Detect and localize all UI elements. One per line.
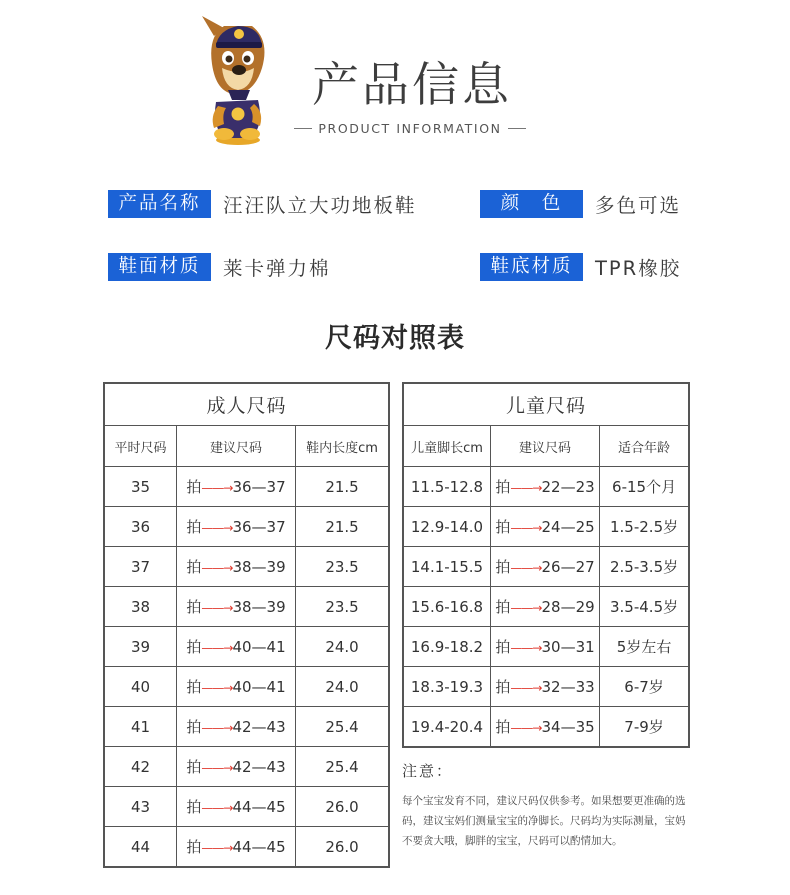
adult-size-table	[103, 382, 390, 868]
table-cell: 7-9岁	[600, 707, 689, 748]
arrow-right-icon: ——→	[201, 721, 233, 735]
arrow-right-icon: ——→	[201, 641, 233, 655]
table-cell: 37	[104, 547, 176, 587]
suggested-size: 36—37	[232, 478, 286, 496]
table-cell: 35	[104, 467, 176, 507]
product-name-value: 汪汪队立大功地板鞋	[223, 194, 417, 217]
pai-label: 拍	[186, 718, 202, 736]
arrow-right-icon: ——→	[510, 481, 542, 495]
table-cell-suggested	[176, 667, 295, 707]
table-cell: 1.5-2.5岁	[600, 507, 689, 547]
note-text: 每个宝宝发育不同，建议尺码仅供参考。如果想要更准确的选码，建议宝妈们测量宝宝的净脚长。尺码均为实际测量，宝妈不要贪大哦，脚胖的宝宝，尺码可以酌情加大。	[402, 795, 686, 847]
table-cell: 23.5	[296, 587, 389, 627]
arrow-right-icon: ——→	[201, 681, 233, 695]
table-cell: 14.1-15.5	[403, 547, 490, 587]
table-cell-suggested	[176, 587, 295, 627]
arrow-right-icon: ——→	[510, 561, 542, 575]
table-row	[403, 667, 689, 707]
pai-label: 拍	[495, 598, 511, 616]
table-cell: 43	[104, 787, 176, 827]
table-cell: 41	[104, 707, 176, 747]
table-row	[403, 467, 689, 507]
pai-label: 拍	[186, 518, 202, 536]
table-cell: 18.3-19.3	[403, 667, 490, 707]
arrow-right-icon: ——→	[510, 721, 542, 735]
table-cell-suggested	[490, 467, 599, 507]
table-cell: 3.5-4.5岁	[600, 587, 689, 627]
suggested-size: 38—39	[232, 598, 286, 616]
color-value: 多色可选	[595, 194, 682, 217]
pai-label: 拍	[186, 598, 202, 616]
upper-material-value: 莱卡弹力棉	[223, 257, 331, 280]
mascot-illustration	[194, 16, 278, 146]
table-cell-suggested	[176, 507, 295, 547]
table-cell-suggested	[176, 467, 295, 507]
table-cell: 38	[104, 587, 176, 627]
table-cell: 16.9-18.2	[403, 627, 490, 667]
table-cell: 6-15个月	[600, 467, 689, 507]
adult-col-suggested-size: 建议尺码	[176, 426, 295, 467]
pai-label: 拍	[495, 518, 511, 536]
color-label: 颜 色	[480, 190, 583, 218]
arrow-right-icon: ——→	[201, 761, 233, 775]
table-cell: 24.0	[296, 627, 389, 667]
subtitle-dash-left	[294, 128, 312, 129]
suggested-size: 42—43	[232, 718, 286, 736]
child-size-table	[402, 382, 690, 748]
table-cell: 15.6-16.8	[403, 587, 490, 627]
table-cell: 6-7岁	[600, 667, 689, 707]
table-row	[104, 787, 389, 827]
table-cell-suggested	[490, 627, 599, 667]
table-cell-suggested	[490, 587, 599, 627]
sole-material-value: TPR橡胶	[595, 257, 682, 280]
product-name-label: 产品名称	[108, 190, 211, 218]
info-product-name	[108, 190, 417, 218]
pai-label: 拍	[495, 478, 511, 496]
table-cell: 44	[104, 827, 176, 868]
arrow-right-icon: ——→	[201, 481, 233, 495]
table-cell: 11.5-12.8	[403, 467, 490, 507]
table-cell: 5岁左右	[600, 627, 689, 667]
arrow-right-icon: ——→	[201, 521, 233, 535]
arrow-right-icon: ——→	[201, 561, 233, 575]
suggested-size: 40—41	[232, 678, 286, 696]
pai-label: 拍	[495, 638, 511, 656]
pai-label: 拍	[495, 678, 511, 696]
adult-table-title: 成人尺码	[104, 383, 389, 426]
table-row	[104, 747, 389, 787]
table-cell: 25.4	[296, 747, 389, 787]
arrow-right-icon: ——→	[510, 641, 542, 655]
table-cell-suggested	[490, 667, 599, 707]
table-cell: 2.5-3.5岁	[600, 547, 689, 587]
suggested-size: 42—43	[232, 758, 286, 776]
table-cell: 24.0	[296, 667, 389, 707]
child-col-suggested-size: 建议尺码	[490, 426, 599, 467]
pai-label: 拍	[186, 478, 202, 496]
arrow-right-icon: ——→	[510, 521, 542, 535]
table-cell-suggested	[490, 547, 599, 587]
suggested-size: 38—39	[232, 558, 286, 576]
info-upper-material	[108, 253, 331, 281]
table-row	[403, 507, 689, 547]
table-row	[104, 547, 389, 587]
table-cell: 23.5	[296, 547, 389, 587]
pai-label: 拍	[186, 758, 202, 776]
arrow-right-icon: ——→	[510, 681, 542, 695]
table-row	[403, 627, 689, 667]
adult-col-usual-size: 平时尺码	[104, 426, 176, 467]
suggested-size: 24—25	[541, 518, 595, 536]
subtitle-text: PRODUCT INFORMATION	[318, 121, 502, 136]
table-row	[403, 547, 689, 587]
table-cell: 40	[104, 667, 176, 707]
table-cell-suggested	[490, 507, 599, 547]
page-title: 产品信息	[312, 58, 512, 113]
info-sole-material	[480, 253, 681, 281]
suggested-size: 40—41	[232, 638, 286, 656]
sole-material-label: 鞋底材质	[480, 253, 583, 281]
page-subtitle	[286, 121, 534, 136]
pai-label: 拍	[186, 558, 202, 576]
pai-label: 拍	[186, 798, 202, 816]
table-cell: 36	[104, 507, 176, 547]
table-cell-suggested	[176, 627, 295, 667]
pai-label: 拍	[186, 678, 202, 696]
suggested-size: 26—27	[541, 558, 595, 576]
suggested-size: 32—33	[541, 678, 595, 696]
table-cell-suggested	[176, 827, 295, 868]
table-row	[104, 467, 389, 507]
table-row	[104, 627, 389, 667]
table-cell: 19.4-20.4	[403, 707, 490, 748]
arrow-right-icon: ——→	[510, 601, 542, 615]
arrow-right-icon: ——→	[201, 801, 233, 815]
table-cell: 42	[104, 747, 176, 787]
table-cell: 25.4	[296, 707, 389, 747]
table-cell-suggested	[176, 787, 295, 827]
table-cell: 26.0	[296, 787, 389, 827]
table-row	[104, 827, 389, 868]
size-chart-title: 尺码对照表	[325, 323, 465, 354]
table-cell-suggested	[176, 747, 295, 787]
suggested-size: 34—35	[541, 718, 595, 736]
table-row	[403, 587, 689, 627]
child-table-title: 儿童尺码	[403, 383, 689, 426]
table-cell-suggested	[176, 547, 295, 587]
child-col-foot-length: 儿童脚长cm	[403, 426, 490, 467]
info-color	[480, 190, 681, 218]
arrow-right-icon: ——→	[201, 601, 233, 615]
pai-label: 拍	[495, 558, 511, 576]
table-cell: 39	[104, 627, 176, 667]
note-heading: 注意：	[402, 762, 454, 780]
table-row	[104, 667, 389, 707]
table-cell: 12.9-14.0	[403, 507, 490, 547]
suggested-size: 30—31	[541, 638, 595, 656]
suggested-size: 22—23	[541, 478, 595, 496]
table-row	[104, 707, 389, 747]
upper-material-label: 鞋面材质	[108, 253, 211, 281]
table-cell-suggested	[176, 707, 295, 747]
suggested-size: 28—29	[541, 598, 595, 616]
table-row	[403, 707, 689, 748]
arrow-right-icon: ——→	[201, 841, 233, 855]
suggested-size: 44—45	[232, 798, 286, 816]
table-cell: 26.0	[296, 827, 389, 868]
pai-label: 拍	[495, 718, 511, 736]
pai-label: 拍	[186, 838, 202, 856]
table-row	[104, 507, 389, 547]
table-cell: 21.5	[296, 467, 389, 507]
table-cell-suggested	[490, 707, 599, 748]
child-col-age: 适合年龄	[600, 426, 689, 467]
subtitle-dash-right	[508, 128, 526, 129]
pai-label: 拍	[186, 638, 202, 656]
adult-col-inner-length: 鞋内长度cm	[296, 426, 389, 467]
suggested-size: 44—45	[232, 838, 286, 856]
table-cell: 21.5	[296, 507, 389, 547]
table-row	[104, 587, 389, 627]
suggested-size: 36—37	[232, 518, 286, 536]
